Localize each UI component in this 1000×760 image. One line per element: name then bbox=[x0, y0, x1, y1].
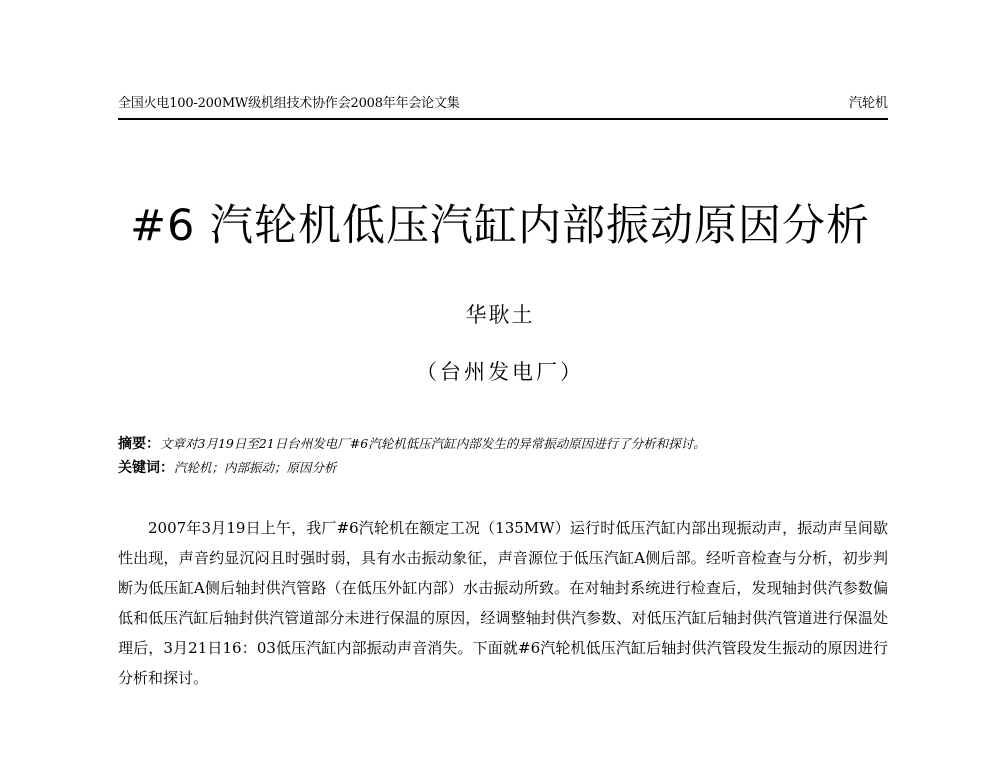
abstract-label: 摘要： bbox=[118, 436, 160, 452]
section-label: 汽轮机 bbox=[848, 96, 888, 111]
keywords bbox=[118, 456, 888, 480]
paper-title: #6 汽轮机低压汽缸内部振动原因分析 bbox=[129, 201, 871, 251]
abstract bbox=[118, 432, 888, 456]
proceedings-title: 全国火电100-200MW级机组技术协作会2008年年会论文集 bbox=[118, 96, 460, 111]
abstract-text: 文章对3月19日至21日台州发电厂#6汽轮机低压汽缸内部发生的异常振动原因进行了分析和探讨。 bbox=[160, 436, 706, 451]
author-affiliation: （台州发电厂） bbox=[416, 360, 584, 384]
keywords-label: 关键词： bbox=[118, 460, 174, 476]
body-paragraph: 2007年3月19日上午，我厂#6汽轮机在额定工况（135MW）运行时低压汽缸内部出现振动声，振动声呈间歇性出现，声音约显沉闷且时强时弱，具有水击振动象征，声音源位于低压汽缸A侧后部。经听音检查与分析，初步判断为低压缸A侧后轴封供汽管路（在低压外缸内部）水击振动所致。在对轴封系统进行检查后，发现轴封供汽参数偏低和低压汽缸后轴封供汽管道部分未进行保温的原因，经调整轴封供汽参数、对低压汽缸后轴封供汽管道进行保温处理后，3月21日16：03低压汽缸内部振动声音消失。下面就#6汽轮机低压汽缸后轴封供汽管段发生振动的原因进行分析和探讨。 bbox=[118, 519, 888, 687]
running-header bbox=[118, 94, 888, 120]
keywords-text: 汽轮机；内部振动；原因分析 bbox=[174, 460, 337, 475]
author-name: 华耿土 bbox=[465, 303, 535, 327]
